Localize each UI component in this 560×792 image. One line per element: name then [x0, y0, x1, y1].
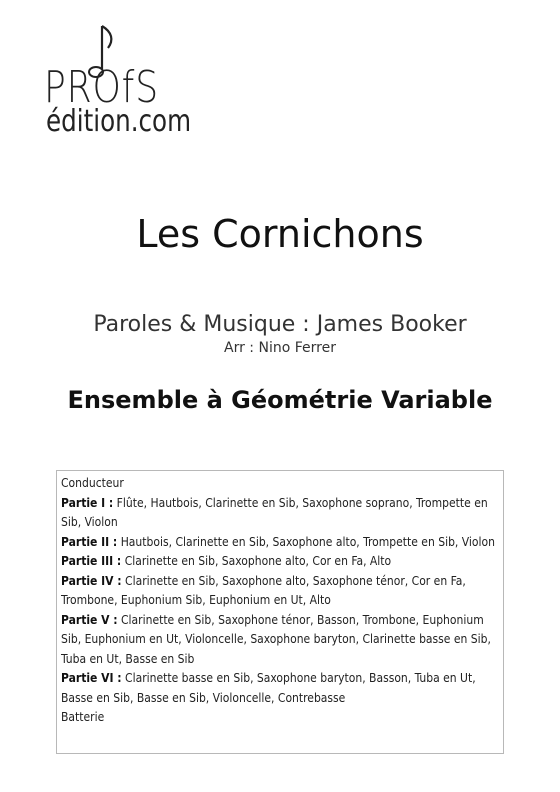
part-name: Partie III :	[61, 554, 122, 568]
part-entry	[61, 552, 499, 572]
part-instruments: Clarinette en Sib, Saxophone alto, Saxophone ténor, Cor en Fa, Trombone, Euphonium Sib, Euphonium en Ut, Alto	[61, 573, 466, 607]
part-name: Partie VI :	[61, 671, 122, 685]
logo-domain: édition.com	[46, 104, 192, 139]
part-name: Partie V :	[61, 612, 118, 627]
instrumentation-box	[56, 470, 504, 754]
percussion-label: Batterie	[61, 710, 105, 724]
part-entry	[61, 533, 499, 553]
part-name: Partie I :	[61, 495, 114, 510]
part-instruments: Hautbois, Clarinette en Sib, Saxophone alto, Trompette en Sib, Violon	[120, 534, 495, 549]
part-entry	[61, 611, 499, 670]
part-entry	[61, 669, 499, 708]
part-name: Partie II :	[61, 534, 118, 549]
logo-name: PROfS	[44, 62, 159, 113]
conductor-label: Conducteur	[61, 476, 124, 490]
part-instruments: Clarinette basse en Sib, Saxophone baryton, Basson, Tuba en Ut, Basse en Sib, Basse en Sib, Violoncelle, Contrebasse	[61, 671, 476, 705]
part-entry	[61, 572, 499, 611]
part-instruments: Clarinette en Sib, Saxophone alto, Cor en Fa, Alto	[124, 554, 392, 568]
part-name: Partie IV :	[61, 573, 122, 588]
part-entry	[61, 494, 499, 533]
part-instruments: Clarinette en Sib, Saxophone ténor, Basson, Trombone, Euphonium Sib, Euphonium en Ut, Violoncelle, Saxophone baryton, Clarinette basse en Sib, Tuba en Ut, Basse en Sib	[61, 612, 491, 666]
arranger-credit: Arr : Nino Ferrer	[224, 340, 336, 356]
part-instruments: Flûte, Hautbois, Clarinette en Sib, Saxophone soprano, Trompette en Sib, Violon	[61, 495, 488, 529]
ensemble-type: Ensemble à Géométrie Variable	[67, 386, 493, 414]
page-title: Les Cornichons	[136, 212, 424, 256]
authors-credit: Paroles & Musique : James Booker	[93, 312, 467, 337]
logo	[44, 22, 214, 139]
